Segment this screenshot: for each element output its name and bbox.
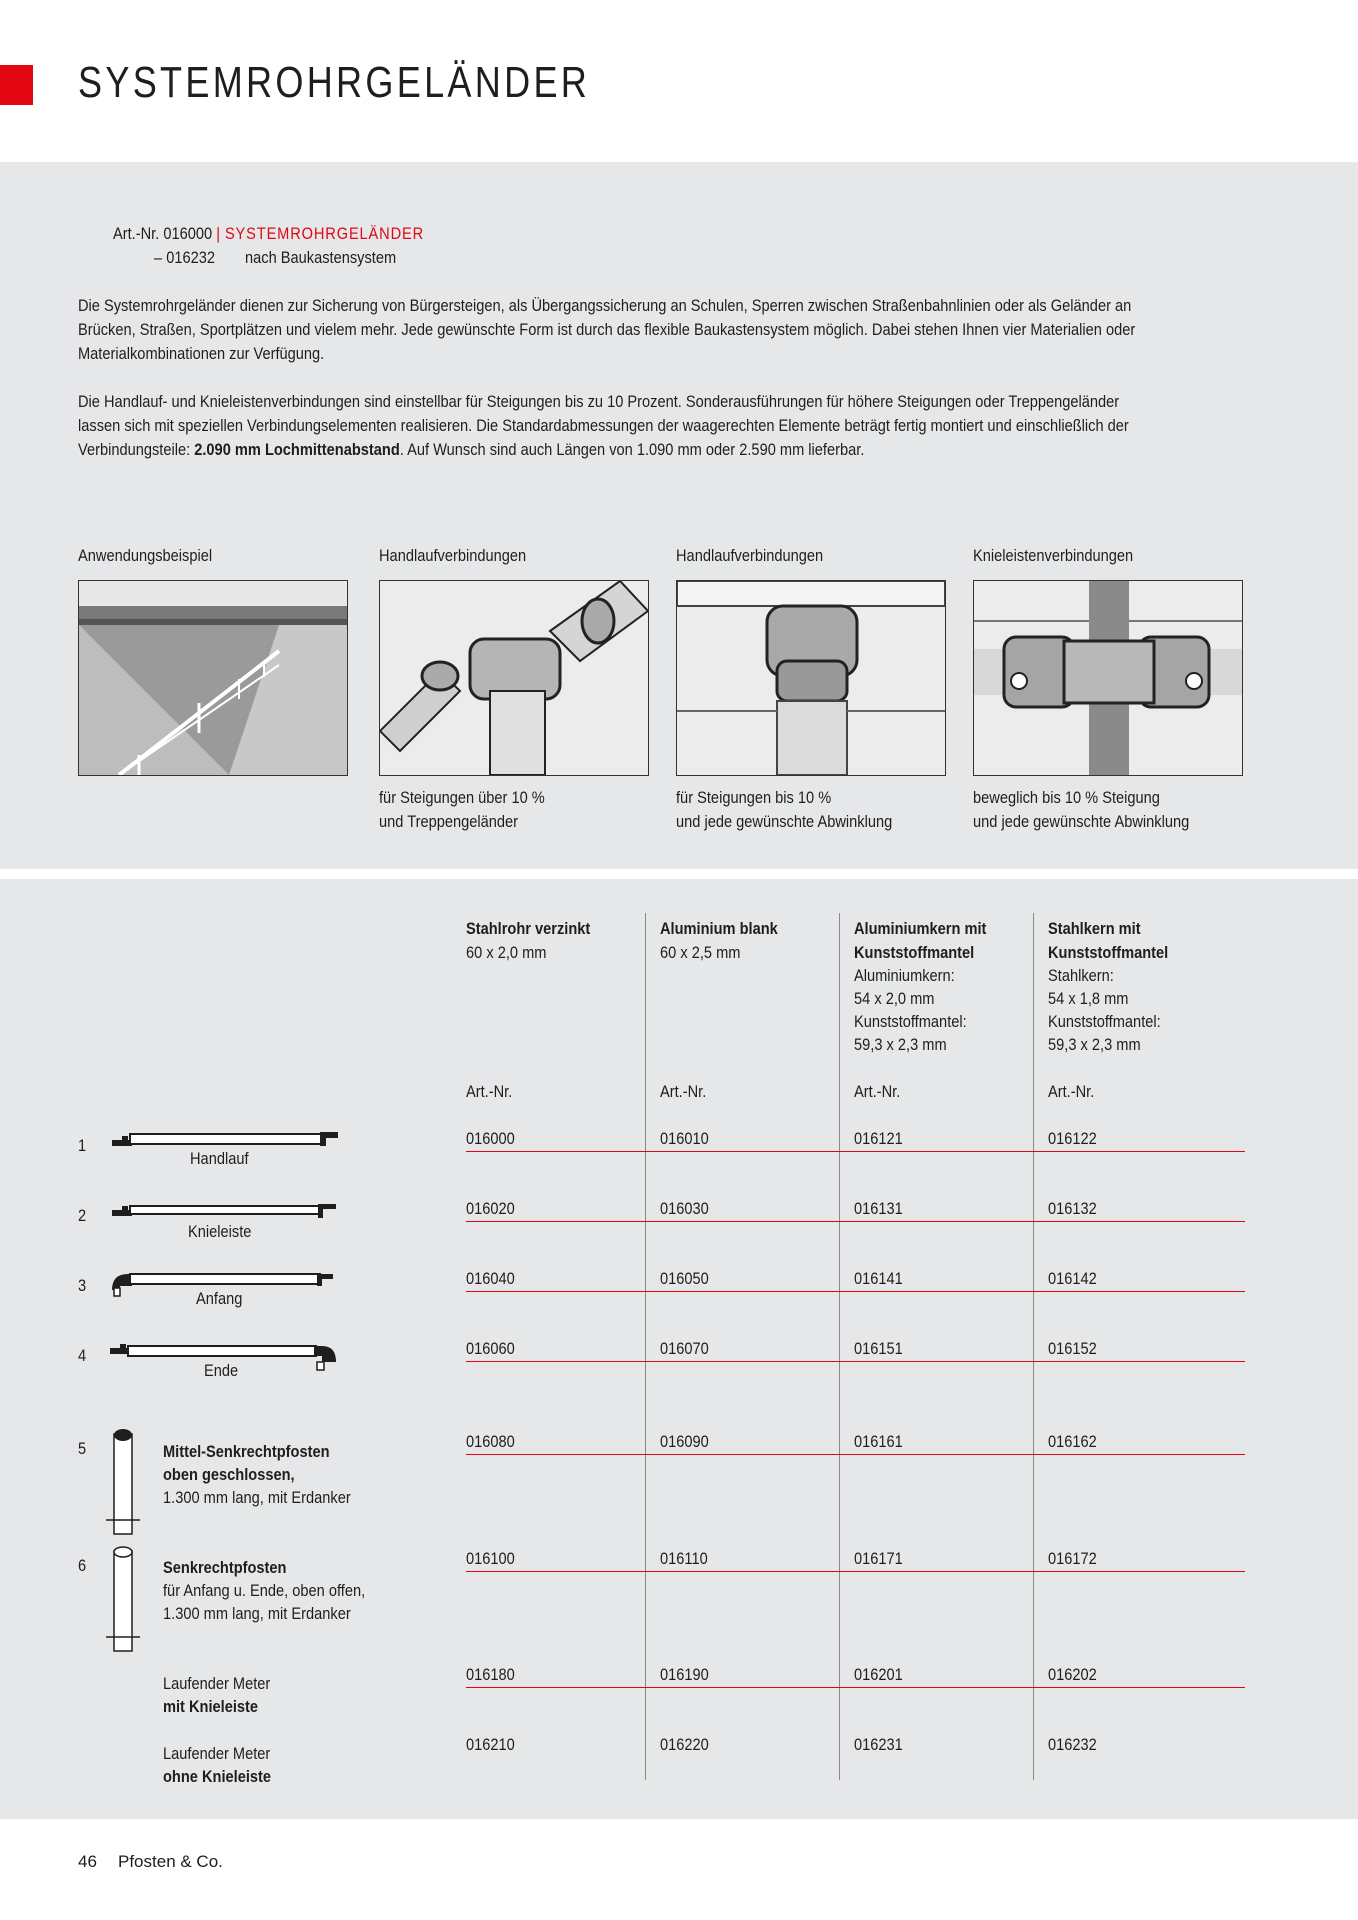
- row1-code-4: 016122: [1048, 1129, 1097, 1148]
- row5-divider: [466, 1454, 1245, 1455]
- row4-divider: [466, 1361, 1245, 1362]
- row4-label: Ende: [204, 1361, 239, 1380]
- column-separator-3: [1033, 913, 1034, 1780]
- gallery-heading-3: Handlaufverbindungen: [676, 546, 824, 565]
- intro-para2-line3: [78, 438, 864, 462]
- row1-code-3: 016121: [854, 1129, 903, 1148]
- row5-label-line1: Mittel-Senkrechtpfosten: [163, 1442, 330, 1461]
- row5-code-2: 016090: [660, 1432, 709, 1451]
- row6-label-line2: für Anfang u. Ende, oben offen,: [163, 1581, 366, 1600]
- col3-name2: Kunststoffmantel: [854, 943, 975, 962]
- col4-detail-3: Kunststoffmantel:: [1048, 1012, 1161, 1031]
- row4-number: 4: [78, 1346, 87, 1365]
- product-subtitle: nach Baukastensystem: [245, 248, 397, 267]
- closed-post-diagram: [106, 1428, 140, 1540]
- row8-code-4: 016232: [1048, 1735, 1097, 1754]
- col3-art-label: Art.-Nr.: [854, 1082, 901, 1101]
- column-separator-2: [839, 913, 840, 1780]
- gallery-heading-4: Knieleistenverbindungen: [973, 546, 1134, 565]
- gallery-heading-1: Anwendungsbeispiel: [78, 546, 213, 565]
- para2-post: . Auf Wunsch sind auch Längen von 1.090 mm oder 2.590 mm lieferbar.: [399, 440, 865, 459]
- row4-code-2: 016070: [660, 1339, 709, 1358]
- col3-name: Aluminiumkern mit: [854, 919, 987, 938]
- col1-dim: 60 x 2,0 mm: [466, 943, 547, 962]
- page-number: 46: [78, 1852, 97, 1871]
- row2-code-4: 016132: [1048, 1199, 1097, 1218]
- intro-para2-line2: lassen sich mit speziellen Verbindungselementen realisieren. Die Standardabmessungen der waagerechten Elemente beträgt fertig montiert und einschließlich der: [78, 416, 1129, 435]
- row1-number: 1: [78, 1136, 87, 1155]
- row6-divider: [466, 1571, 1245, 1572]
- row2-code-2: 016030: [660, 1199, 709, 1218]
- caption-4-line2: und jede gewünschte Abwinklung: [973, 812, 1190, 831]
- row8-code-3: 016231: [854, 1735, 903, 1754]
- row6-label-line3: 1.300 mm lang, mit Erdanker: [163, 1604, 351, 1623]
- col3-detail-4: 59,3 x 2,3 mm: [854, 1035, 947, 1054]
- column-separator-1: [645, 913, 646, 1780]
- open-post-diagram: [106, 1545, 140, 1657]
- col2-art-label: Art.-Nr.: [660, 1082, 707, 1101]
- row2-divider: [466, 1221, 1245, 1222]
- row5-code-4: 016162: [1048, 1432, 1097, 1451]
- row1-code-2: 016010: [660, 1129, 709, 1148]
- intro-para2-line1: Die Handlauf- und Knieleistenverbindungen sind einstellbar für Steigungen bis zu 10 Prozent. Sonderausführungen für höhere Steigungen oder Treppengeländer: [78, 392, 1120, 411]
- row6-code-4: 016172: [1048, 1549, 1097, 1568]
- red-accent-square: [0, 65, 33, 105]
- photo-application-example: [78, 580, 348, 776]
- article-range-end: – 016232: [154, 248, 215, 267]
- col3-detail-1: Aluminiumkern:: [854, 966, 955, 985]
- row8-label-line1: Laufender Meter: [163, 1744, 271, 1763]
- row4-code-4: 016152: [1048, 1339, 1097, 1358]
- intro-para1-line2: Brücken, Straßen, Sportplätzen und vielem mehr. Jede gewünschte Form ist durch das flexible Baukastensystem möglich. Dabei stehen Ihnen vier Materialien oder: [78, 320, 1136, 339]
- row5-label-line3: 1.300 mm lang, mit Erdanker: [163, 1488, 351, 1507]
- col4-detail-4: 59,3 x 2,3 mm: [1048, 1035, 1141, 1054]
- row6-code-1: 016100: [466, 1549, 515, 1568]
- intro-para1-line1: Die Systemrohrgeländer dienen zur Sicherung von Bürgersteigen, als Übergangssicherung an Schulen, Sperren zwischen Straßenbahnlinien oder als Geländer an: [78, 296, 1132, 315]
- row8-code-2: 016220: [660, 1735, 709, 1754]
- page-title: SYSTEMROHRGELÄNDER: [78, 58, 591, 107]
- article-range-line: [154, 246, 215, 270]
- row7-divider: [466, 1687, 1245, 1688]
- col1-art-label: Art.-Nr.: [466, 1082, 513, 1101]
- photo-knee-rail-connection: [973, 580, 1243, 776]
- row7-label-line2: mit Knieleiste: [163, 1697, 259, 1716]
- gallery-heading-2: Handlaufverbindungen: [379, 546, 527, 565]
- para2-bold: 2.090 mm Lochmittenabstand: [194, 440, 400, 459]
- col2-name: Aluminium blank: [660, 919, 778, 938]
- row6-label-line1: Senkrechtpfosten: [163, 1558, 287, 1577]
- col3-detail-3: Kunststoffmantel:: [854, 1012, 967, 1031]
- col1-name: Stahlrohr verzinkt: [466, 919, 591, 938]
- row7-code-2: 016190: [660, 1665, 709, 1684]
- row3-code-4: 016142: [1048, 1269, 1097, 1288]
- col4-art-label: Art.-Nr.: [1048, 1082, 1095, 1101]
- caption-4-line1: beweglich bis 10 % Steigung: [973, 788, 1160, 807]
- row6-code-2: 016110: [660, 1549, 708, 1568]
- row5-code-1: 016080: [466, 1432, 515, 1451]
- section-name: Pfosten & Co.: [118, 1852, 223, 1871]
- row6-code-3: 016171: [854, 1549, 903, 1568]
- row5-number: 5: [78, 1439, 87, 1458]
- row3-code-2: 016050: [660, 1269, 709, 1288]
- row4-code-3: 016151: [854, 1339, 903, 1358]
- row4-code-1: 016060: [466, 1339, 515, 1358]
- para2-pre: Verbindungsteile:: [78, 440, 195, 459]
- col2-dim: 60 x 2,5 mm: [660, 943, 741, 962]
- row7-code-1: 016180: [466, 1665, 515, 1684]
- row7-code-4: 016202: [1048, 1665, 1097, 1684]
- row3-code-1: 016040: [466, 1269, 515, 1288]
- row3-number: 3: [78, 1276, 87, 1295]
- caption-3-line1: für Steigungen bis 10 %: [676, 788, 832, 807]
- row2-code-1: 016020: [466, 1199, 515, 1218]
- row1-code-1: 016000: [466, 1129, 515, 1148]
- row8-label-line2: ohne Knieleiste: [163, 1767, 272, 1786]
- caption-2-line2: und Treppengeländer: [379, 812, 519, 831]
- col4-detail-1: Stahlkern:: [1048, 966, 1114, 985]
- row6-number: 6: [78, 1556, 87, 1575]
- caption-2-line1: für Steigungen über 10 %: [379, 788, 545, 807]
- row2-label: Knieleiste: [188, 1222, 252, 1241]
- row2-code-3: 016131: [854, 1199, 903, 1218]
- photo-handrail-connection-over-10: [379, 580, 649, 776]
- row2-number: 2: [78, 1206, 87, 1225]
- col4-name2: Kunststoffmantel: [1048, 943, 1169, 962]
- row7-label-line1: Laufender Meter: [163, 1674, 271, 1693]
- caption-3-line2: und jede gewünschte Abwinklung: [676, 812, 893, 831]
- article-number: Art.-Nr. 016000: [113, 224, 213, 243]
- intro-para1-line3: Materialkombinationen zur Verfügung.: [78, 344, 325, 363]
- row3-divider: [466, 1291, 1245, 1292]
- row8-code-1: 016210: [466, 1735, 515, 1754]
- row7-code-3: 016201: [854, 1665, 903, 1684]
- row5-code-3: 016161: [854, 1432, 903, 1451]
- photo-handrail-connection-up-to-10: [676, 580, 946, 776]
- row1-label: Handlauf: [190, 1149, 249, 1168]
- row5-label-line2: oben geschlossen,: [163, 1465, 295, 1484]
- product-name: SYSTEMROHRGELÄNDER: [224, 224, 425, 243]
- article-number-line: [113, 222, 424, 246]
- col4-name: Stahlkern mit: [1048, 919, 1141, 938]
- row3-label: Anfang: [196, 1289, 243, 1308]
- separator: |: [216, 224, 221, 243]
- col4-detail-2: 54 x 1,8 mm: [1048, 989, 1129, 1008]
- col3-detail-2: 54 x 2,0 mm: [854, 989, 935, 1008]
- row3-code-3: 016141: [854, 1269, 903, 1288]
- knee-rail-diagram: [112, 1200, 338, 1222]
- row1-divider: [466, 1151, 1245, 1152]
